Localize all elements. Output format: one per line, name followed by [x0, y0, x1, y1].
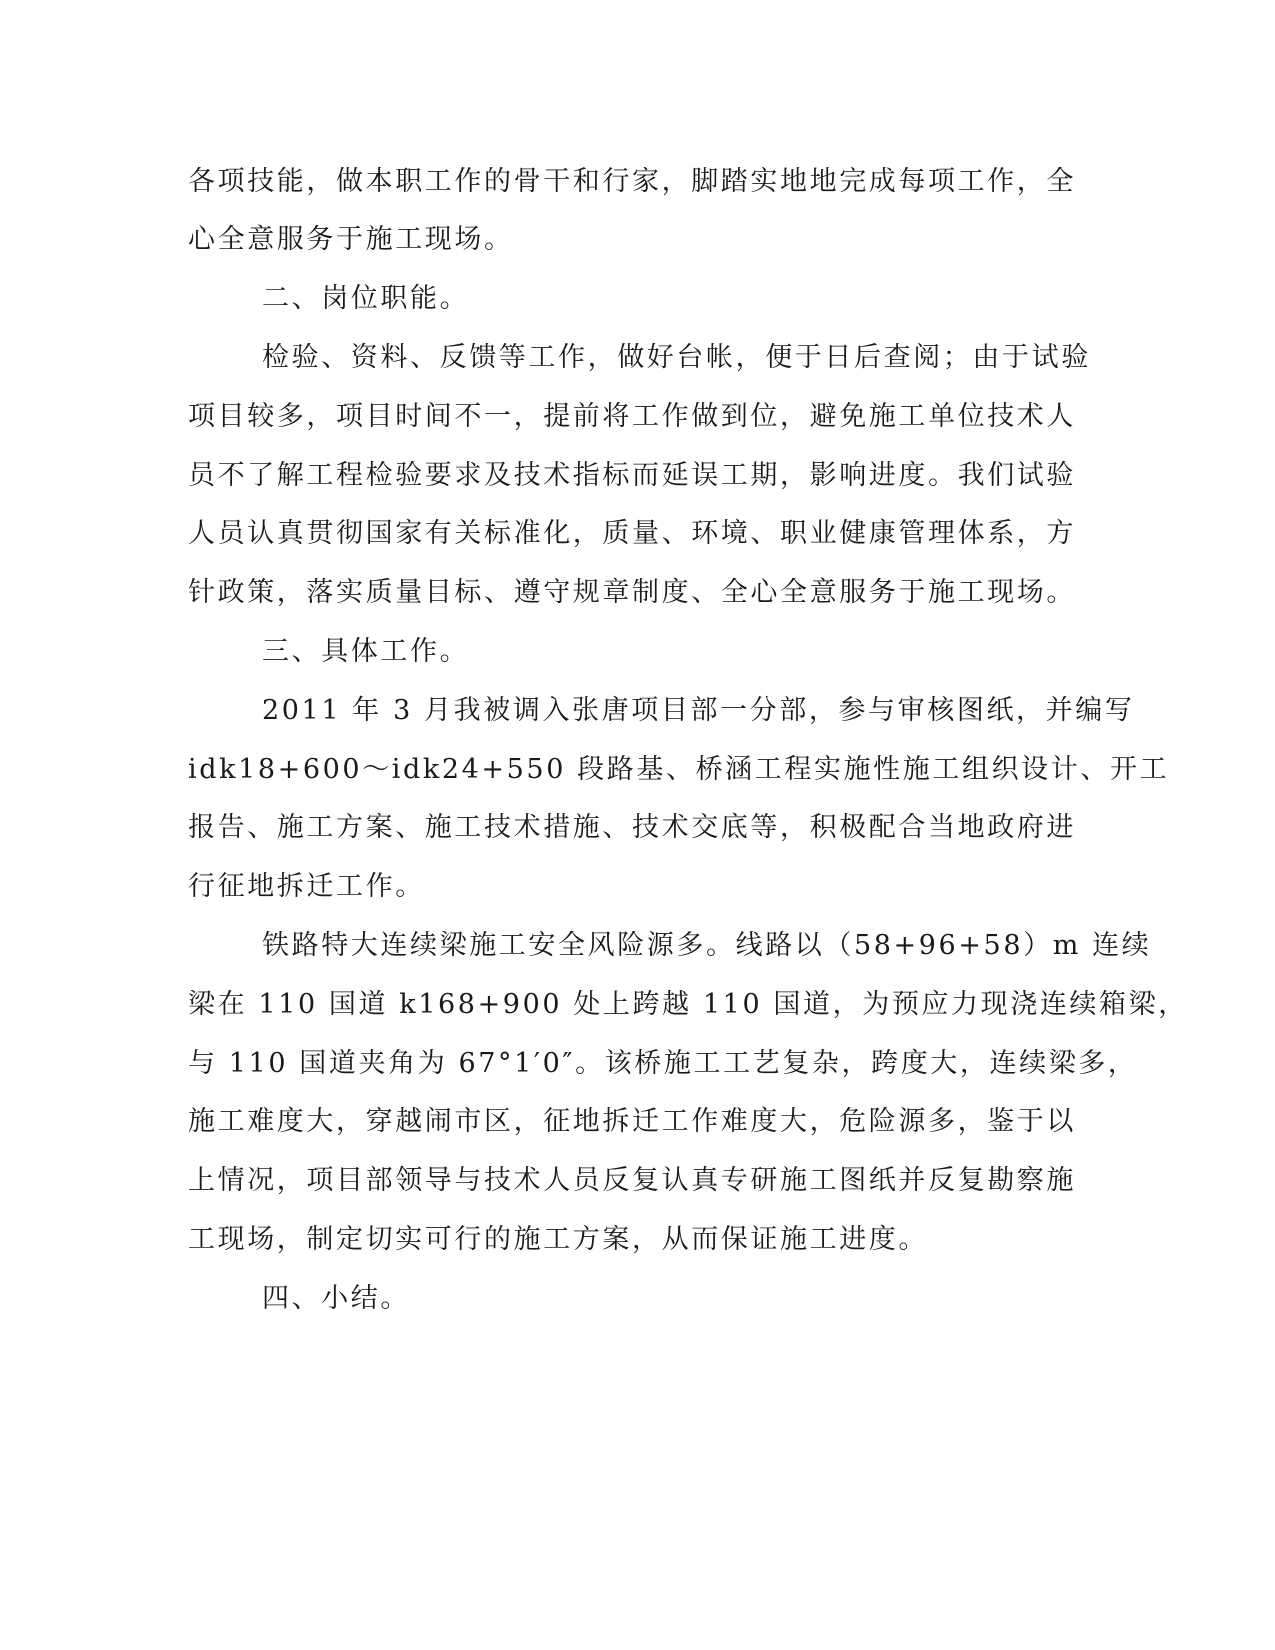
text-line: 人员认真贯彻国家有关标准化，质量、环境、职业健康管理体系，方: [188, 518, 1076, 549]
text-line: 工现场，制定切实可行的施工方案，从而保证施工进度。: [188, 1224, 928, 1255]
text-line: 2011 年 3 月我被调入张唐项目部一分部，参与审核图纸，并编写: [262, 695, 1135, 726]
text-line: 心全意服务于施工现场。: [188, 224, 514, 255]
text-line: 员不了解工程检验要求及技术指标而延误工期，影响进度。我们试验: [188, 460, 1076, 491]
text-line: 梁在 110 国道 k168+900 处上跨越 110 国道，为预应力现浇连续箱梁，: [188, 989, 1188, 1020]
text-line: 报告、施工方案、施工技术措施、技术交底等，积极配合当地政府进: [188, 812, 1076, 843]
text-line: 铁路特大连续梁施工安全风险源多。线路以（58+96+58）m 连续: [262, 930, 1152, 961]
section-heading: 四、小结。: [262, 1283, 410, 1314]
text-line: 各项技能，做本职工作的骨干和行家，脚踏实地地完成每项工作，全: [188, 166, 1076, 197]
text-line: 检验、资料、反馈等工作，做好台帐，便于日后查阅；由于试验: [262, 342, 1091, 373]
section-heading: 二、岗位职能。: [262, 283, 470, 314]
text-line: 针政策，落实质量目标、遵守规章制度、全心全意服务于施工现场。: [188, 577, 1076, 608]
text-line: idk18+600～idk24+550 段路基、桥涵工程实施性施工组织设计、开工: [188, 754, 1170, 785]
text-line: 施工难度大，穿越闹市区，征地拆迁工作难度大，危险源多，鉴于以: [188, 1106, 1076, 1137]
text-line: 与 110 国道夹角为 67°1′0″。该桥施工工艺复杂，跨度大，连续梁多，: [188, 1048, 1138, 1079]
text-line: 行征地拆迁工作。: [188, 871, 425, 902]
text-line: 项目较多，项目时间不一，提前将工作做到位，避免施工单位技术人: [188, 401, 1076, 432]
text-line: 上情况，项目部领导与技术人员反复认真专研施工图纸并反复勘察施: [188, 1165, 1076, 1196]
section-heading: 三、具体工作。: [262, 636, 470, 667]
